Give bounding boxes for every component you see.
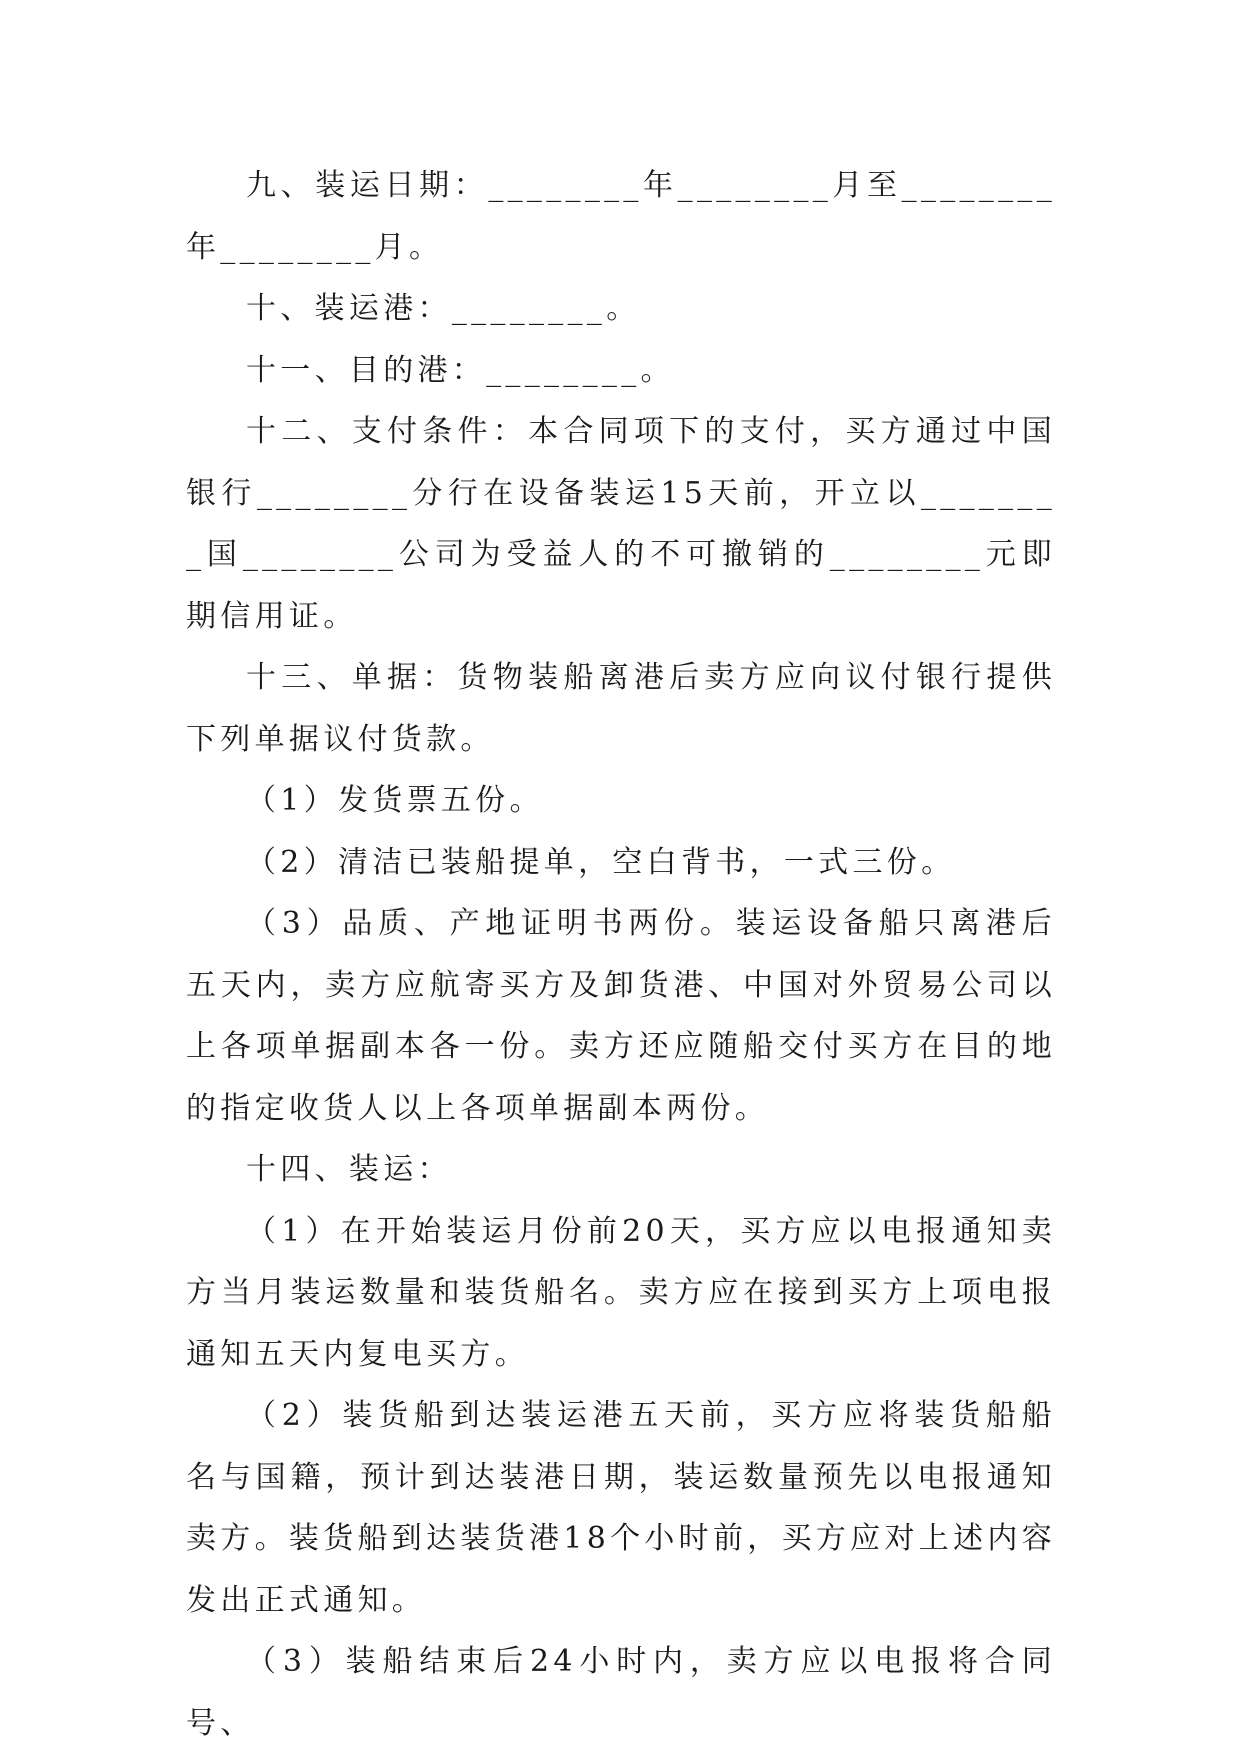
- clause-14-item-2: （2）装货船到达装运港五天前，买方应将装货船船名与国籍，预计到达装港日期，装运数量预先以电报通知卖方。装货船到达装货港18个小时前，买方应对上述内容发出正式通知。: [186, 1398, 1056, 1618]
- clause-13-documents: 十三、单据：货物装船离港后卖方应向议付银行提供下列单据议付货款。: [186, 660, 1056, 757]
- document-page: [186, 155, 1056, 1754]
- clause-14-item-3: （3）装船结束后24小时内，卖方应以电报将合同号、: [186, 1644, 1056, 1741]
- clause-9-shipment-date: 九、装运日期：________年________月至________年________月。: [186, 168, 1056, 265]
- clause-14-item-1: （1）在开始装运月份前20天，买方应以电报通知卖方当月装运数量和装货船名。卖方应在接到买方上项电报通知五天内复电买方。: [186, 1213, 1056, 1372]
- clause-12-payment-terms: 十二、支付条件：本合同项下的支付，买方通过中国银行________分行在设备装运15天前，开立以________国________公司为受益人的不可撤销的________元即期信用证。: [186, 414, 1056, 634]
- clause-13-item-3: （3）品质、产地证明书两份。装运设备船只离港后五天内，卖方应航寄买方及卸货港、中国对外贸易公司以上各项单据副本各一份。卖方还应随船交付买方在目的地的指定收货人以上各项单据副本两份。: [186, 906, 1056, 1126]
- clause-14-shipment: 十四、装运：: [246, 1152, 452, 1187]
- clause-10-loading-port: 十、装运港：________。: [246, 291, 641, 326]
- clause-11-destination-port: 十一、目的港：________。: [246, 352, 675, 388]
- clause-13-item-2: （2）清洁已装船提单，空白背书，一式三份。: [246, 844, 956, 880]
- clause-13-item-1: （1）发货票五份。: [246, 783, 544, 818]
